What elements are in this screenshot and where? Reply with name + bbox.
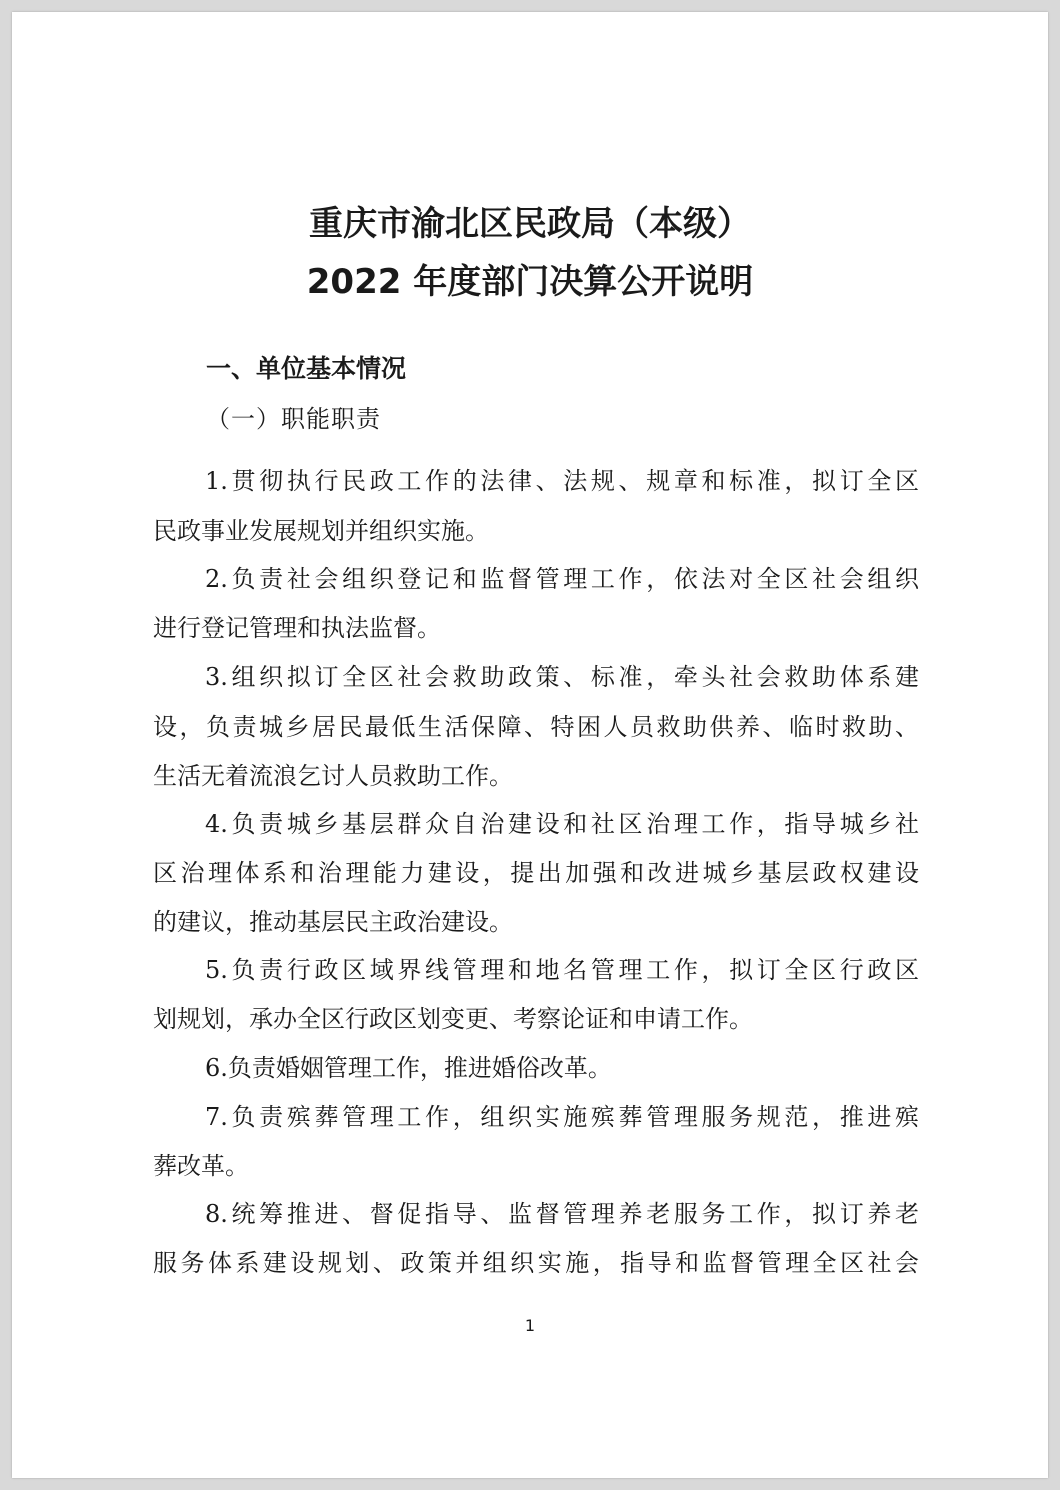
paragraph-line: 8.统筹推进、督促指导、监督管理养老服务工作，拟订养老 [205, 1200, 919, 1228]
paragraph-line: 设，负责城乡居民最低生活保障、特困人员救助供养、临时救助、 [153, 713, 919, 741]
paragraph-line: 葬改革。 [153, 1152, 249, 1180]
paragraph-line: 民政事业发展规划并组织实施。 [153, 517, 489, 545]
document-title-line1: 重庆市渝北区民政局（本级） [309, 204, 751, 244]
page-number: 1 [524, 1316, 536, 1335]
document-page [12, 12, 1048, 1478]
paragraph-line: 6.负责婚姻管理工作，推进婚俗改革。 [205, 1054, 612, 1082]
section-heading: 一、单位基本情况 [206, 354, 407, 383]
paragraph-line: 生活无着流浪乞讨人员救助工作。 [153, 762, 513, 790]
paragraph-line: 1.贯彻执行民政工作的法律、法规、规章和标准，拟订全区 [205, 467, 919, 495]
subsection-heading: （一）职能职责 [206, 405, 381, 433]
paragraph-line: 服务体系建设规划、政策并组织实施，指导和监督管理全区社会 [153, 1249, 919, 1277]
paragraph-line: 划规划，承办全区行政区划变更、考察论证和申请工作。 [153, 1005, 753, 1033]
paragraph-line: 的建议，推动基层民主政治建设。 [153, 908, 513, 936]
paragraph-line: 4.负责城乡基层群众自治建设和社区治理工作，指导城乡社 [205, 810, 919, 838]
paragraph-line: 进行登记管理和执法监督。 [153, 614, 441, 642]
paragraph-line: 5.负责行政区域界线管理和地名管理工作，拟订全区行政区 [205, 956, 919, 984]
paragraph-line: 2.负责社会组织登记和监督管理工作，依法对全区社会组织 [205, 565, 919, 593]
paragraph-line: 区治理体系和治理能力建设，提出加强和改进城乡基层政权建设 [153, 859, 919, 887]
paragraph-line: 7.负责殡葬管理工作，组织实施殡葬管理服务规范，推进殡 [205, 1103, 919, 1131]
paragraph-line: 3.组织拟订全区社会救助政策、标准，牵头社会救助体系建 [205, 663, 919, 691]
document-title-line2: 2022 年度部门决算公开说明 [306, 262, 754, 302]
